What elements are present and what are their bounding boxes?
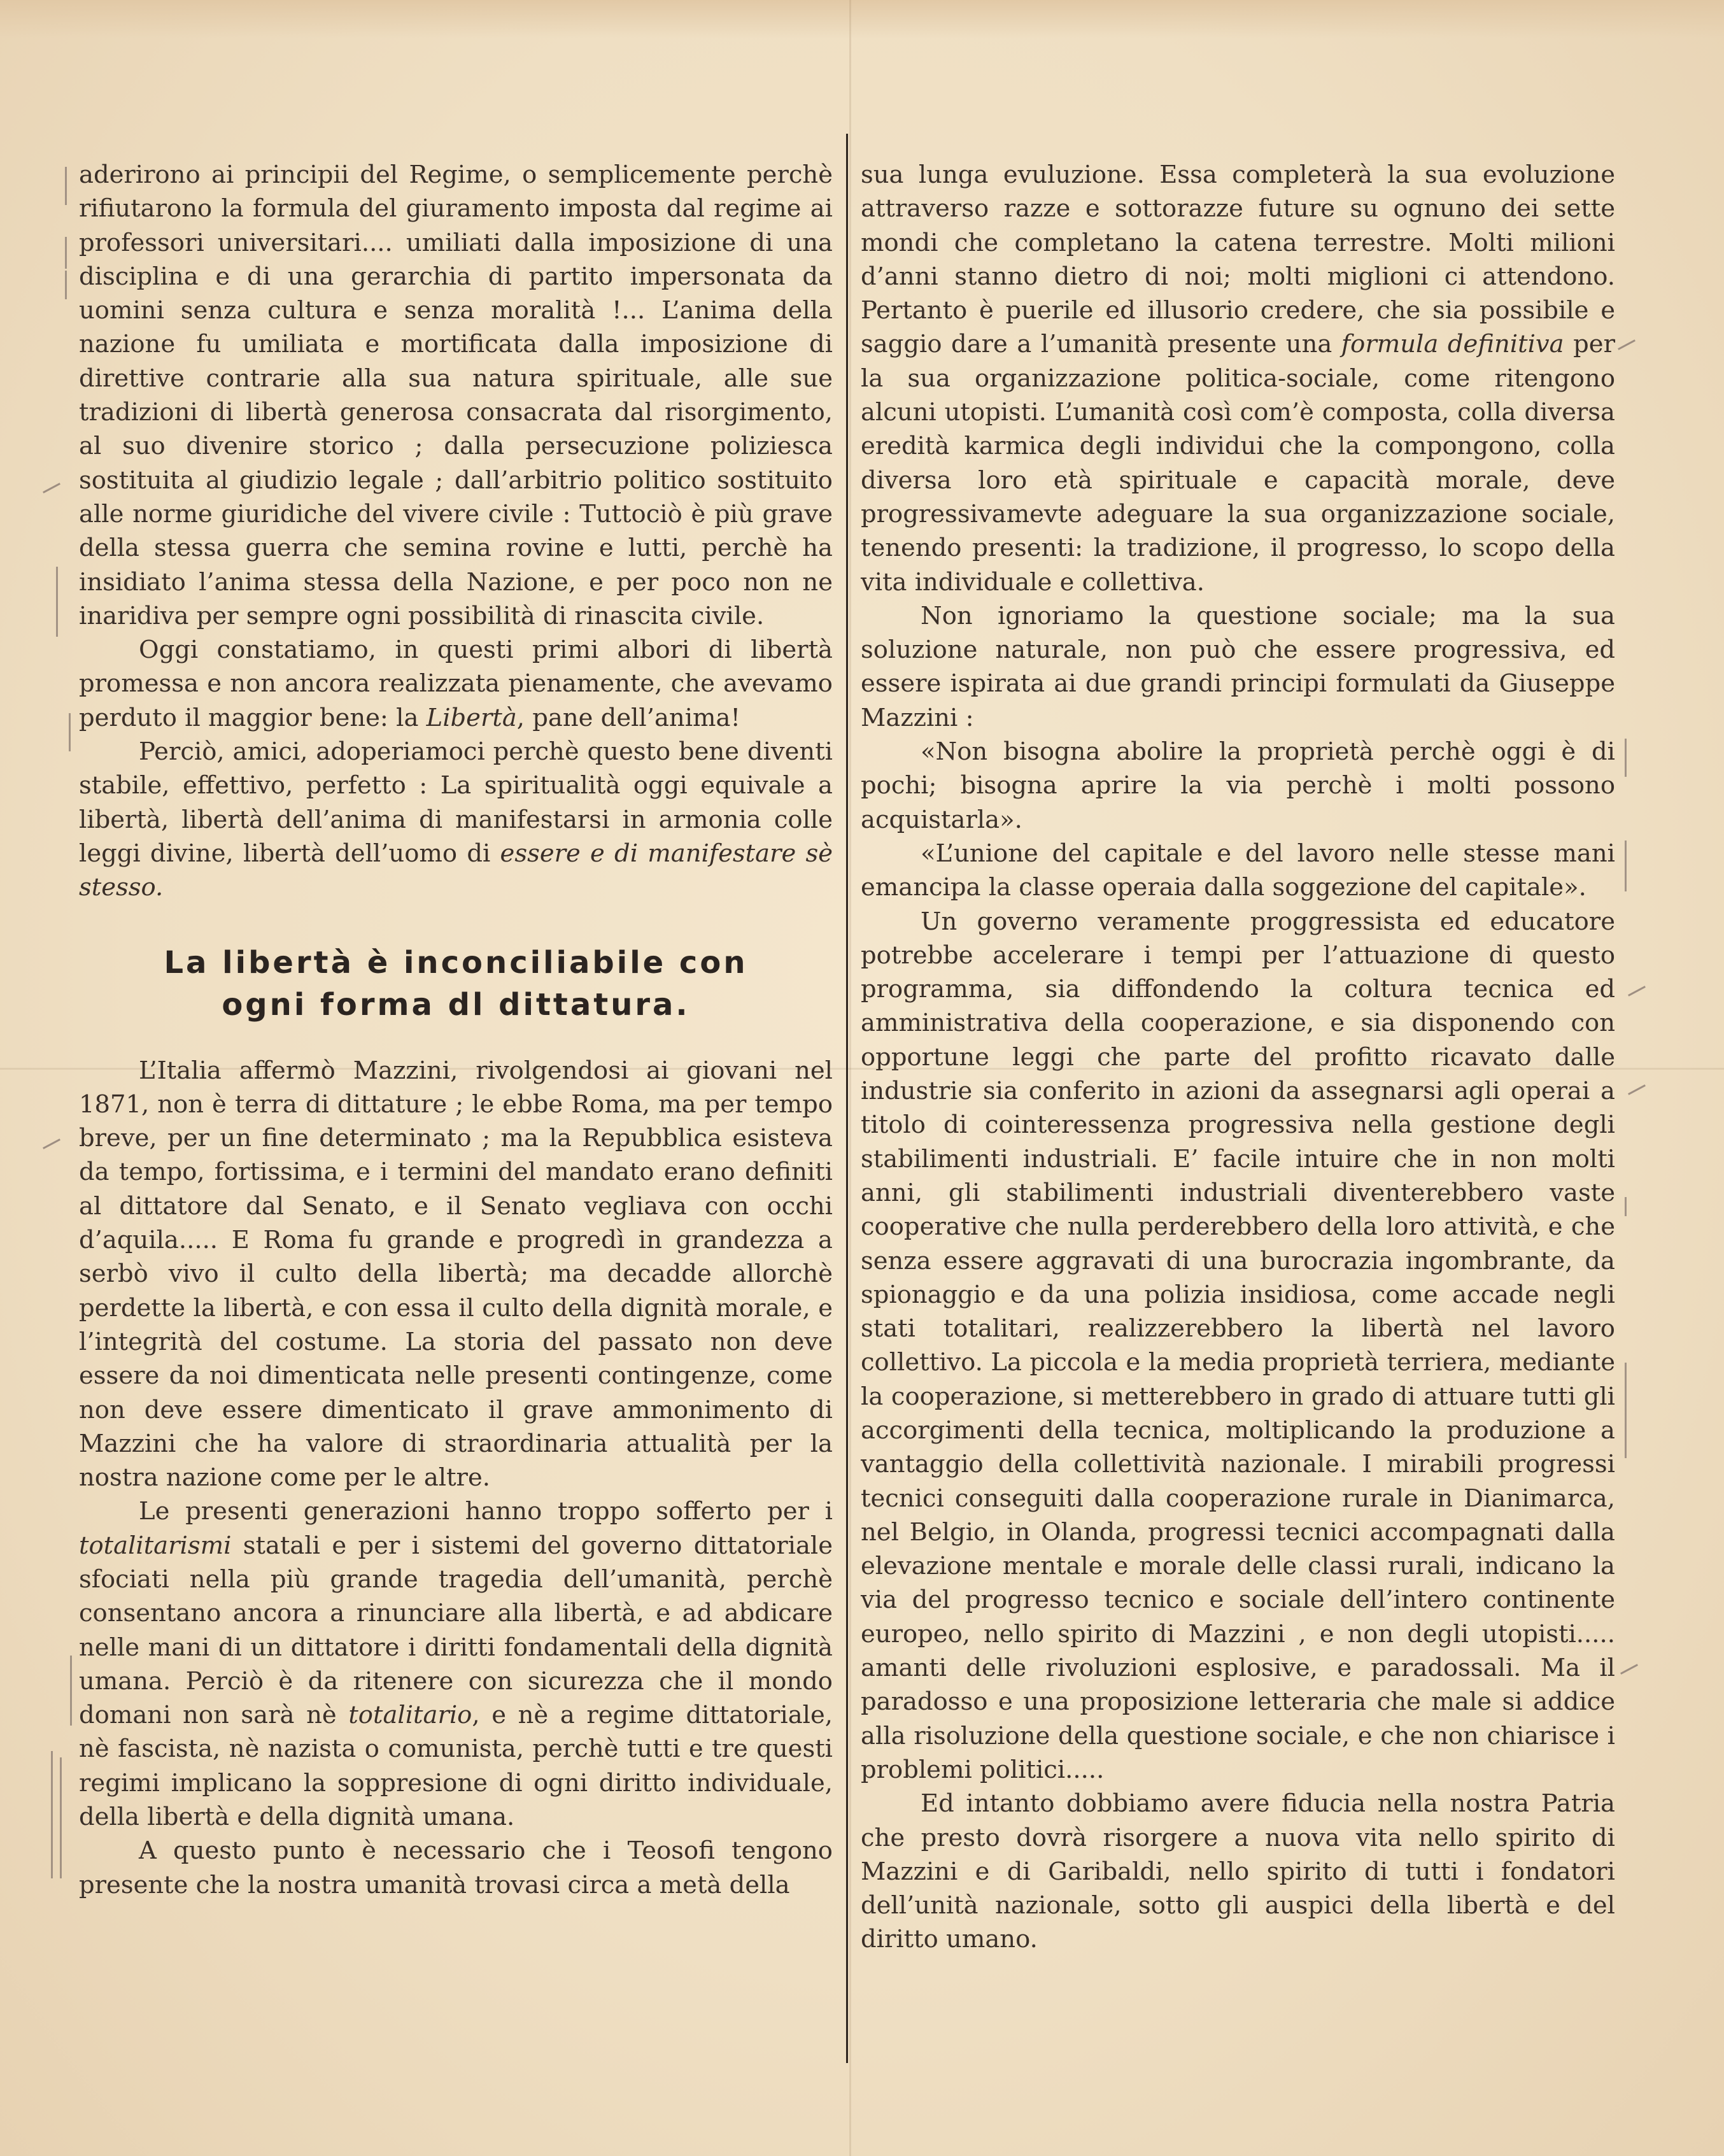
paragraph: Un governo veramente proggressista ed educatore potrebbe accelerare i tempi per l’attuazione di questo programma, sia diffondendo la coltura tecnica ed amministrativa della cooperazione, e sia disponendo con opportune leggi che parte del profitto ricavato dalle industrie sia conferito in azioni da assegnarsi agli operai a titolo di cointeressenza progressiva nella gestione degli stabilimenti industriali. E’ facile intuire che in non molti anni, gli stabilimenti industriali diventerebbero vaste cooperative che nulla perderebbero della loro attività, e che senza essere aggravati di una burocrazia ingombrante, da spionaggio e da una polizia insidiosa, come accade negli stati totalitari, realizzerebbero la libertà nel lavoro collettivo. La piccola e la media proprietà terriera, mediante la cooperazione, si metterebbero in grado di attuare tutti gli accorgimenti della tecnica, moltiplicando la produzione a vantaggio della collettività nazionale. I mirabili progressi tecnici conseguiti dalla cooperazione rurale in Dianimarca, nel Belgio, in Olanda, progressi tecnici accompagnati dalla elevazione mentale e morale delle classi rurali, indicano la via del progresso tecnico e sociale dell’intero continente europeo, nello spirito di Mazzini , e non degli utopisti..... amanti delle rivoluzioni esplosive, e paradossali. Ma il paradosso e una proposizione letteraria che male si addice alla risoluzione della questione sociale, e che non chiarisce i problemi politici..... (861, 907, 1615, 1784)
pencil-tick-mark (1628, 1084, 1646, 1095)
pencil-margin-mark (60, 1757, 62, 1878)
italic-text: essere e di manifestare sè stesso. (79, 839, 833, 902)
paragraph (79, 735, 833, 904)
paragraph: Non ignoriamo la questione sociale; ma la sua soluzione naturale, non può che essere progressiva, ed essere ispirata ai due grandi principi formulati da Giuseppe Mazzini : (861, 601, 1615, 732)
section-heading (79, 942, 833, 1026)
paragraph (79, 1494, 833, 1834)
paragraph: aderirono ai principii del Regime, o semplicemente perchè rifiutarono la formula del giuramento imposta dal regime ai professori universitari.... umiliati dalla imposizione di una disciplina e di una gerarchia di partito impersonata da uomini senza cultura e senza moralità !... L’anima della nazione fu umiliata e mortificata dalla imposizione di direttive contrarie alla sua natura spirituale, alle sue tradizioni di libertà generosa consacrata dal risorgimento, al suo divenire storico ; dalla persecuzione poliziesca sostituita al giudizio legale ; dall’arbitrio politico sostituito alle norme giuridiche del vivere civile : Tuttociò è più grave della stessa guerra che semina rovine e lutti, perchè ha insidiato l’anima stessa della Nazione, e per poco non ne inaridiva per sempre ogni possibilità di rinascita civile. (79, 160, 833, 630)
pencil-margin-mark (65, 237, 67, 269)
italic-text: totalitarismi (79, 1531, 232, 1560)
text-run: sua lunga evuluzione. Essa completerà la sua evoluzione attraverso razze e sottorazze future su ognuno dei sette mondi che completano la catena terrestre. Molti milioni d’anni stanno dietro di noi; molti miglioni ci attendono. Pertanto è puerile ed illusorio credere, che sia possibile e saggio dare a l’umanità presente una (861, 160, 1615, 359)
column-divider (846, 134, 848, 2063)
pencil-tick-mark (1628, 986, 1646, 996)
pencil-margin-mark (51, 1751, 53, 1878)
pencil-margin-mark (56, 567, 58, 637)
pencil-tick-mark (1618, 339, 1636, 350)
pencil-margin-mark (1625, 840, 1627, 891)
pencil-margin-mark (1625, 1197, 1627, 1216)
heading-line: ogni forma dl dittatura. (222, 986, 690, 1023)
pencil-margin-mark (69, 713, 71, 751)
vertical-fold-crease (849, 0, 851, 2156)
right-column (861, 158, 1615, 1957)
pencil-margin-mark (1625, 739, 1627, 777)
pencil-margin-mark (1625, 1363, 1627, 1458)
italic-text: totalitario (348, 1701, 472, 1730)
text-run: statali e per i sistemi del governo dittatoriale sfociati nella più grande tragedia dell’umanità, perchè consentano ancora a rinunciare alla libertà, e ad abdicare nelle mani di un dittatore i diritti fondamentali della dignità umana. Perciò è da ritenere con sicurezza che il mondo domani non sarà nè (79, 1531, 833, 1730)
pencil-margin-mark (70, 1656, 72, 1726)
paragraph: Ed intanto dobbiamo avere fiducia nella nostra Patria che presto dovrà risorgere a nuova vita nello spirito di Mazzini e di Garibaldi, nello spirito di tutti i fondatori dell’unità nazionale, sotto gli auspici della libertà e del diritto umano. (861, 1789, 1615, 1954)
pencil-margin-mark (65, 271, 67, 299)
italic-text: formula definitiva (1341, 330, 1564, 359)
text-run: per la sua organizzazione politica-sociale, come ritengono alcuni utopisti. L’umanità così com’è composta, colla diversa eredità karmica degli individui che la compongono, colla diversa loro età spirituale e capacità morale, deve progressivamevte adeguare la sua organizzazione sociale, tenendo presenti: la tradizione, il progresso, lo scopo della vita individuale e collettiva. (861, 330, 1615, 597)
quotation: «L’unione del capitale e del lavoro nelle stesse mani emancipa la classe operaia dalla soggezione del capitale». (861, 839, 1615, 902)
text-run: , e nè a regime dittatoriale, nè fascista, nè nazista o comunista, perchè tutti e tre questi regimi implicano la soppresione di ogni diritto individuale, della libertà e della dignità umana. (79, 1701, 833, 1832)
heading-line: La libertà è inconciliabile con (164, 944, 748, 981)
pencil-tick-mark (43, 1138, 60, 1149)
paragraph (79, 633, 833, 735)
text-run: Perciò, amici, adoperiamoci perchè questo bene diventi stabile, effettivo, perfetto : La spiritualità oggi equivale a libertà, libertà dell’anima di manifestarsi in armonia colle leggi divine, libertà dell’uomo di (79, 737, 833, 868)
paragraph: L’Italia affermò Mazzini, rivolgendosi ai giovani nel 1871, non è terra di dittature ; le ebbe Roma, ma per tempo breve, per un fine determinato ; ma la Repubblica esisteva da tempo, fortissima, e i termini del mandato erano definiti al dittatore dal Senato, e il Senato vegliava con occhi d’aquila..... E Roma fu grande e progredì in grandezza a serbò vivo il culto della libertà; ma decadde allorchè perdette la libertà, e con essa il culto della dignità morale, e l’integrità del costume. La storia del passato non deve essere da noi dimenticata nelle presenti contingenze, come non deve essere dimenticato il grave ammonimento di Mazzini che ha valore di straordinaria attualità per la nostra nazione come per le altre. (79, 1056, 833, 1493)
paragraph: A questo punto è necessario che i Teosofi tengono presente che la nostra umanità trovasi circa a metà della (79, 1836, 833, 1899)
text-run: , pane dell’anima! (516, 703, 740, 732)
left-column (79, 158, 833, 1902)
text-run: Oggi constatiamo, in questi primi albori di libertà promessa e non ancora realizzata pienamente, che avevamo perduto il maggior bene: la (79, 635, 833, 732)
pencil-tick-mark (1620, 1664, 1638, 1675)
pencil-margin-mark (65, 167, 67, 205)
pencil-tick-mark (43, 483, 60, 493)
text-run: Le presenti generazioni hanno troppo sofferto per i (139, 1497, 833, 1526)
paper-edge (0, 0, 1724, 38)
quotation: «Non bisogna abolire la proprietà perchè oggi è di pochi; bisogna aprire la via perchè i molti possono acquistarla». (861, 737, 1615, 834)
italic-text: Libertà (426, 703, 517, 732)
paragraph (861, 158, 1615, 599)
